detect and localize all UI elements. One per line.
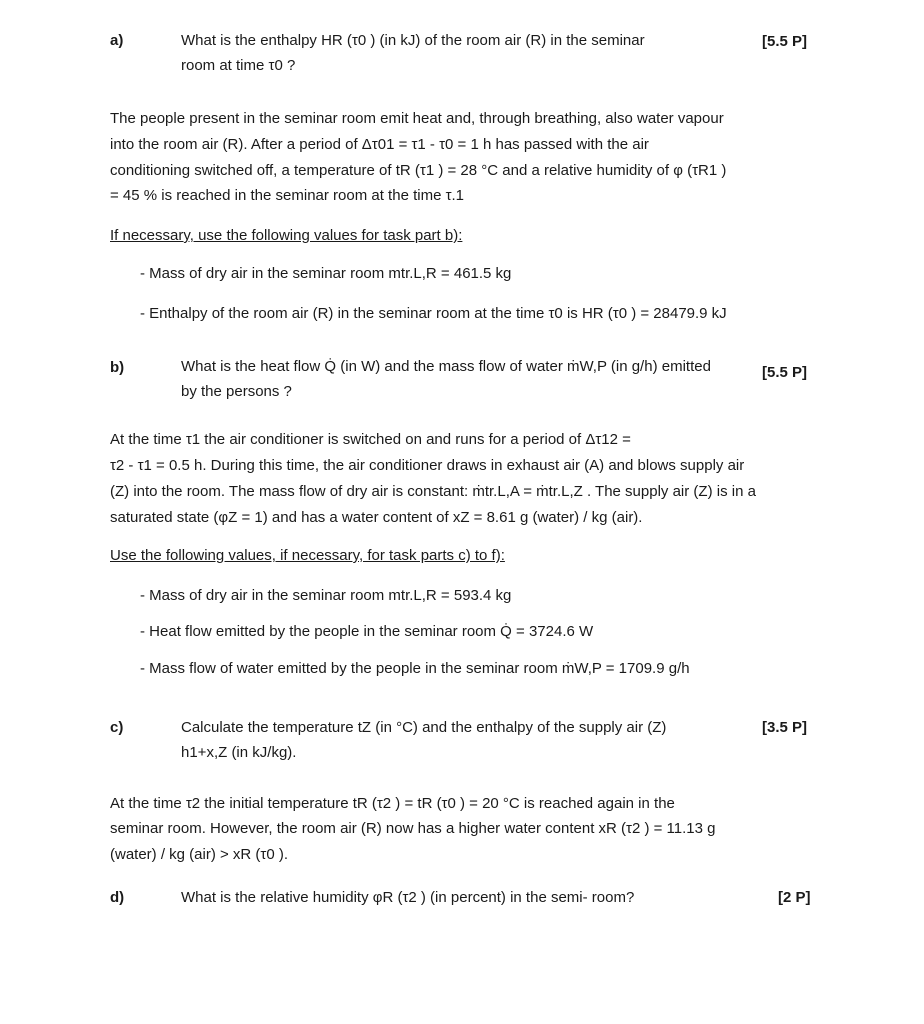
para1-line1: The people present in the seminar room emit heat and, through breathing, also water vapour (110, 110, 724, 127)
given-cf-item-heat: - Heat flow emitted by the people in the seminar room Q̇ = 3724.6 W (140, 623, 593, 640)
given-b-heading: If necessary, use the following values for task part b): (110, 227, 463, 244)
para2-line3: (Z) into the room. The mass flow of dry air is constant: ṁtr.L,A = ṁtr.L,Z . The supply air (Z) is in a (110, 483, 756, 500)
para3-line2: seminar room. However, the room air (R) now has a higher water content xR (τ2 ) = 11.13 g (110, 820, 716, 837)
para1-line4: = 45 % is reached in the seminar room at the time τ.1 (110, 187, 465, 204)
para3-line3: (water) / kg (air) > xR (τ0 ). (110, 846, 289, 863)
part-c-label: c) (110, 719, 124, 736)
para1-line2: into the room air (R). After a period of Δτ01 = τ1 - τ0 = 1 h has passed with the air (110, 136, 649, 153)
para1-line3: conditioning switched off, a temperature of tR (τ1 ) = 28 °C and a relative humidity of φ (τR1 ) (110, 162, 727, 179)
part-a-label: a) (110, 32, 124, 49)
part-c-points: [3.5 P] (762, 719, 808, 736)
given-cf-item-water: - Mass flow of water emitted by the people in the seminar room ṁW,P = 1709.9 g/h (140, 660, 690, 677)
part-d-label: d) (110, 889, 125, 906)
given-b-item-enthalpy: - Enthalpy of the room air (R) in the seminar room at the time τ0 is HR (τ0 ) = 28479.9 kJ (140, 305, 727, 322)
para2-line4: saturated state (φZ = 1) and has a water content of xZ = 8.61 g (water) / kg (air). (110, 509, 643, 526)
part-a-points: [5.5 P] (762, 33, 808, 50)
part-d-question: What is the relative humidity φR (τ2 ) (in percent) in the semi- room? (181, 889, 635, 906)
part-b-question-line2: by the persons ? (181, 383, 292, 400)
part-b-label: b) (110, 359, 125, 376)
para3-line1: At the time τ2 the initial temperature tR (τ2 ) = tR (τ0 ) = 20 °C is reached again in the (110, 795, 675, 812)
para2-line1: At the time τ1 the air conditioner is switched on and runs for a period of Δτ12 = (110, 431, 631, 448)
part-a-question-line2: room at time τ0 ? (181, 57, 296, 74)
part-c-question-line2: h1+x,Z (in kJ/kg). (181, 744, 297, 761)
part-a-question-line1: What is the enthalpy HR (τ0 ) (in kJ) of the room air (R) in the seminar (181, 32, 645, 49)
para2-line2: τ2 - τ1 = 0.5 h. During this time, the air conditioner draws in exhaust air (A) and blows supply air (110, 457, 745, 474)
part-d-points: [2 P] (778, 889, 811, 906)
given-cf-item-mass: - Mass of dry air in the seminar room mtr.L,R = 593.4 kg (140, 587, 511, 604)
part-b-question-line1: What is the heat flow Q̇ (in W) and the mass flow of water ṁW,P (in g/h) emitted (181, 358, 711, 375)
given-cf-heading: Use the following values, if necessary, for task parts c) to f): (110, 547, 505, 564)
part-c-question-line1: Calculate the temperature tZ (in °C) and the enthalpy of the supply air (Z) (181, 719, 667, 736)
part-b-points: [5.5 P] (762, 364, 808, 381)
given-b-item-mass: - Mass of dry air in the seminar room mtr.L,R = 461.5 kg (140, 265, 511, 282)
